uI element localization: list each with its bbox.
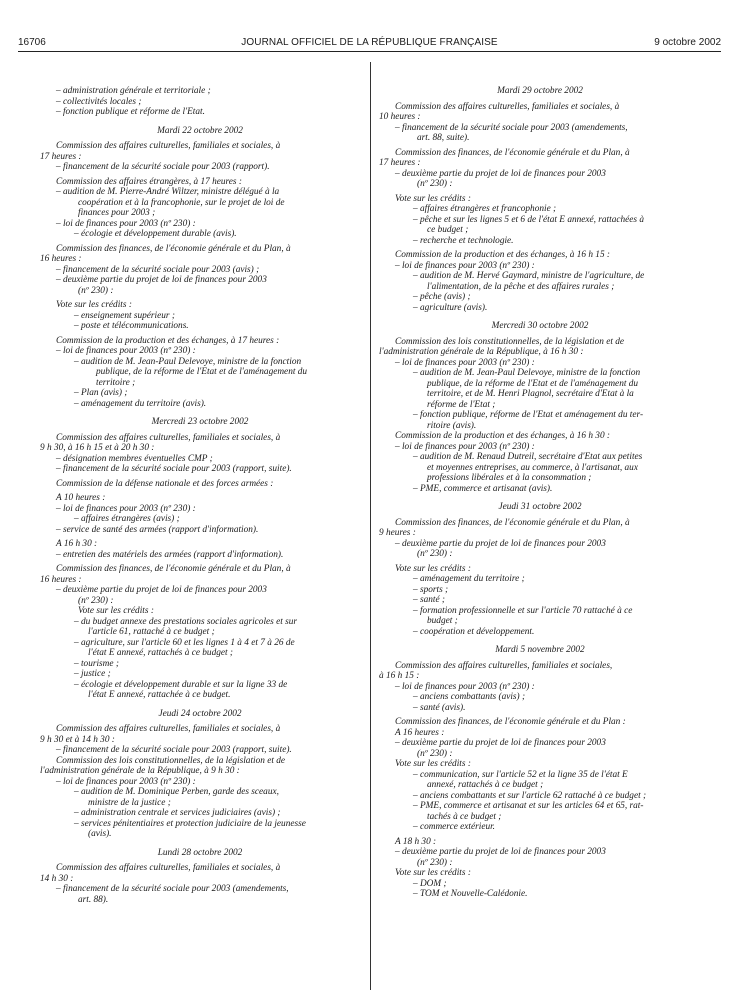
agenda-line: A 16 h 30 :: [56, 539, 98, 549]
agenda-line: Commission des finances, de l'économie générale et du Plan :: [395, 717, 626, 727]
agenda-line: Commission de la défense nationale et des forces armées :: [56, 478, 274, 489]
agenda-line: – loi de finances pour 2003 (nº 230) :: [56, 218, 196, 229]
agenda-line: – affaires étrangères et francophonie ;: [413, 204, 557, 214]
agenda-line: – audition de M. Renaud Dutreil, secrétaire d'Etat aux petites: [413, 452, 643, 462]
agenda-line: – entretien des matériels des armées (rapport d'information).: [56, 549, 284, 560]
agenda-line: 9 heures :: [379, 528, 416, 538]
session-date-heading: Jeudi 31 octobre 2002: [498, 502, 582, 512]
agenda-line: coopération et à la francophonie, sur le projet de loi de: [78, 197, 285, 208]
agenda-line: – PME, commerce et artisanat (avis).: [413, 483, 553, 494]
agenda-line: Commission des affaires étrangères, à 17 heures :: [56, 176, 242, 187]
agenda-line: Vote sur les crédits :: [78, 606, 154, 616]
agenda-line: Vote sur les crédits :: [395, 193, 471, 204]
agenda-line: professions libérales et à la consommation ;: [427, 473, 592, 483]
agenda-line: (nº 230) :: [417, 179, 453, 189]
agenda-line: – financement de la sécurité sociale pour 2003 (avis) ;: [56, 264, 260, 275]
agenda-line: Commission des lois constitutionnelles, de la législation et de: [56, 755, 286, 766]
session-date-heading: Lundi 28 octobre 2002: [157, 847, 243, 858]
agenda-line: – loi de finances pour 2003 (nº 230) :: [56, 503, 196, 514]
agenda-line: l'alimentation, de la pêche et des affaires rurales ;: [427, 281, 615, 292]
agenda-line: – audition de M. Jean-Paul Delevoye, ministre de la fonction: [74, 356, 302, 367]
agenda-line: – deuxième partie du projet de loi de finances pour 2003: [395, 847, 606, 857]
agenda-line: réforme de l'Etat ;: [427, 399, 496, 410]
agenda-line: – sports ;: [413, 584, 449, 595]
agenda-line: – agriculture, sur l'article 60 et les lignes 1 à 4 et 7 à 26 de: [74, 637, 295, 648]
page-number: 16706: [18, 37, 46, 48]
agenda-line: Vote sur les crédits :: [395, 759, 471, 769]
agenda-line: – du budget annexe des prestations sociales agricoles et sur: [74, 616, 298, 627]
agenda-line: – deuxième partie du projet de loi de finances pour 2003: [56, 585, 267, 595]
agenda-line: – deuxième partie du projet de loi de finances pour 2003: [395, 168, 606, 179]
agenda-line: – coopération et développement.: [413, 626, 535, 637]
agenda-line: Commission des finances, de l'économie générale et du Plan, à: [395, 517, 630, 528]
agenda-line: – collectivités locales ;: [56, 96, 142, 107]
agenda-line: tachés à ce budget ;: [427, 811, 502, 822]
agenda-line: – loi de finances pour 2003 (nº 230) :: [395, 681, 535, 692]
agenda-line: – audition de M. Dominique Perben, garde des sceaux,: [74, 787, 279, 797]
agenda-line: finances pour 2003 ;: [78, 208, 156, 218]
agenda-line: – loi de finances pour 2003 (nº 230) :: [56, 346, 196, 356]
agenda-line: – agriculture (avis).: [413, 302, 488, 313]
agenda-line: – deuxième partie du projet de loi de finances pour 2003: [395, 538, 606, 549]
agenda-line: publique, de la réforme de l'Etat et de l'aménagement du: [96, 367, 308, 377]
agenda-line: – PME, commerce et artisanat et sur les articles 64 et 65, rat-: [413, 801, 644, 811]
agenda-line: l'administration générale de la République, à 9 h 30 :: [40, 766, 240, 776]
agenda-line: – aménagement du territoire ;: [413, 574, 525, 584]
agenda-line: – loi de finances pour 2003 (nº 230) :: [395, 357, 535, 368]
agenda-line: – formation professionnelle et sur l'article 70 rattaché à ce: [413, 605, 633, 616]
agenda-line: territoire ;: [96, 377, 136, 388]
agenda-line: – TOM et Nouvelle-Calédonie.: [413, 889, 528, 899]
agenda-line: ritoire (avis).: [427, 420, 477, 431]
agenda-line: (nº 230) :: [417, 748, 453, 759]
agenda-line: annexé, rattachés à ce budget ;: [427, 780, 544, 790]
agenda-line: 10 heures :: [379, 112, 421, 122]
agenda-line: – loi de finances pour 2003 (nº 230) :: [395, 260, 535, 271]
agenda-line: (nº 230) :: [417, 549, 453, 559]
agenda-line: – tourisme ;: [74, 658, 119, 669]
agenda-line: – écologie et développement durable et sur la ligne 33 de: [74, 679, 288, 690]
agenda-line: – fonction publique et réforme de l'Etat.: [56, 107, 205, 117]
agenda-line: budget ;: [427, 616, 458, 626]
agenda-line: l'état E annexé, rattachés à ce budget ;: [88, 648, 234, 658]
agenda-line: – commerce extérieur.: [413, 822, 496, 832]
agenda-line: Commission des affaires culturelles, familiales et sociales, à: [56, 432, 281, 443]
agenda-line: – santé (avis).: [413, 702, 466, 713]
agenda-line: – deuxième partie du projet de loi de finances pour 2003: [56, 275, 267, 285]
agenda-line: A 10 heures :: [56, 493, 106, 503]
right-column: [379, 86, 701, 900]
agenda-line: – audition de M. Jean-Paul Delevoye, ministre de la fonction: [413, 368, 641, 378]
agenda-line: à 16 h 15 :: [379, 671, 420, 681]
agenda-line: ce budget ;: [427, 225, 469, 235]
agenda-line: 17 heures :: [40, 151, 82, 162]
agenda-line: 16 heures :: [40, 254, 82, 264]
agenda-line: l'administration générale de la République, à 16 h 30 :: [379, 347, 584, 357]
agenda-line: Vote sur les crédits :: [56, 300, 132, 310]
agenda-line: – financement de la sécurité sociale pour 2003 (amendements,: [56, 884, 289, 894]
agenda-line: – financement de la sécurité sociale pour 2003 (rapport, suite).: [56, 745, 292, 755]
agenda-line: Commission des finances, de l'économie générale et du Plan, à: [395, 147, 630, 158]
agenda-line: – financement de la sécurité sociale pour 2003 (rapport).: [56, 162, 270, 172]
agenda-line: l'article 61, rattaché à ce budget ;: [88, 627, 215, 637]
agenda-line: Commission de la production et des échanges, à 17 heures :: [56, 335, 280, 346]
agenda-line: 14 h 30 :: [40, 873, 74, 884]
agenda-line: 9 h 30 et à 14 h 30 :: [40, 734, 115, 745]
agenda-line: – affaires étrangères (avis) ;: [74, 514, 180, 524]
agenda-line: – communication, sur l'article 52 et la ligne 35 de l'état E: [413, 769, 628, 780]
agenda-line: A 16 heures :: [395, 727, 445, 738]
agenda-line: – loi de finances pour 2003 (nº 230) :: [395, 441, 535, 452]
agenda-line: – administration générale et territoriale ;: [56, 86, 211, 96]
agenda-line: Commission de la production et des échanges, à 16 h 30 :: [395, 431, 611, 441]
agenda-line: – deuxième partie du projet de loi de finances pour 2003: [395, 738, 606, 748]
agenda-line: – Plan (avis) ;: [74, 388, 128, 398]
agenda-line: 16 heures :: [40, 574, 82, 585]
agenda-line: – DOM ;: [413, 878, 447, 889]
agenda-line: Commission des lois constitutionnelles, de la législation et de: [395, 336, 625, 347]
agenda-line: Commission de la production et des échanges, à 16 h 15 :: [395, 250, 611, 260]
agenda-line: Commission des affaires culturelles, familiales et sociales,: [395, 660, 613, 671]
agenda-line: Vote sur les crédits :: [395, 868, 471, 878]
column-divider: [370, 62, 371, 990]
session-date-heading: Mardi 5 novembre 2002: [495, 645, 585, 655]
agenda-line: Commission des affaires culturelles, familiales et sociales, à: [56, 863, 281, 873]
agenda-line: – fonction publique, réforme de l'Etat et aménagement du ter-: [413, 410, 644, 420]
agenda-line: – audition de M. Pierre-André Wiltzer, ministre délégué à la: [56, 187, 280, 197]
agenda-line: – services pénitentiaires et protection judiciaire de la jeunesse: [74, 818, 306, 829]
agenda-line: (nº 230) :: [78, 285, 114, 296]
agenda-line: Commission des finances, de l'économie générale et du Plan, à: [56, 564, 291, 574]
session-date-heading: Mardi 29 octobre 2002: [497, 86, 583, 96]
agenda-line: – administration centrale et services judiciaires (avis) ;: [74, 808, 281, 818]
agenda-line: 17 heures :: [379, 158, 421, 168]
agenda-line: Vote sur les crédits :: [395, 563, 471, 574]
agenda-line: publique, de la réforme de l'Etat et de l'aménagement du: [427, 378, 639, 389]
agenda-line: – enseignement supérieur ;: [74, 310, 175, 321]
agenda-line: (nº 230) :: [417, 857, 453, 868]
agenda-line: – pêche (avis) ;: [413, 292, 471, 302]
page-header: [18, 37, 721, 51]
agenda-line: – écologie et développement durable (avis).: [74, 229, 237, 239]
agenda-line: Commission des finances, de l'économie générale et du Plan, à: [56, 243, 291, 254]
agenda-line: 9 h 30, à 16 h 15 et à 20 h 30 :: [40, 443, 155, 453]
agenda-line: – audition de M. Hervé Gaymard, ministre de l'agriculture, de: [413, 271, 645, 281]
agenda-line: – loi de finances pour 2003 (nº 230) :: [56, 776, 196, 787]
left-column: [40, 86, 360, 905]
agenda-line: et moyennes entreprises, au commerce, à l'artisanat, aux: [427, 462, 638, 473]
agenda-line: – anciens combattants (avis) ;: [413, 692, 526, 702]
agenda-line: territoire, et de M. Henri Plagnol, secrétaire d'Etat à la: [427, 389, 634, 399]
agenda-line: – service de santé des armées (rapport d'information).: [56, 524, 259, 535]
session-date-heading: Mercredi 23 octobre 2002: [151, 417, 249, 427]
agenda-line: Commission des affaires culturelles, familiales et sociales, à: [56, 141, 281, 151]
session-date-heading: Mardi 22 octobre 2002: [157, 125, 243, 136]
agenda-line: – justice ;: [74, 669, 111, 679]
agenda-line: – désignation membres éventuelles CMP ;: [56, 453, 213, 464]
agenda-line: – anciens combattants et sur l'article 62 rattaché à ce budget ;: [413, 790, 647, 801]
agenda-line: – recherche et technologie.: [413, 235, 514, 246]
agenda-line: – pêche et sur les lignes 5 et 6 de l'état E annexé, rattachées à: [413, 214, 644, 225]
agenda-line: – financement de la sécurité sociale pour 2003 (amendements,: [395, 122, 628, 133]
agenda-line: ministre de la justice ;: [88, 797, 171, 808]
agenda-line: – santé ;: [413, 595, 446, 605]
agenda-line: art. 88, suite).: [417, 133, 470, 143]
agenda-line: (nº 230) :: [78, 595, 114, 606]
agenda-line: l'état E annexé, rattachée à ce budget.: [88, 690, 231, 700]
agenda-line: Commission des affaires culturelles, familiales et sociales, à: [56, 724, 281, 734]
issue-date: 9 octobre 2002: [654, 37, 721, 48]
agenda-line: (avis).: [88, 829, 112, 839]
agenda-line: – financement de la sécurité sociale pour 2003 (rapport, suite).: [56, 464, 292, 474]
header-rule: [18, 51, 721, 52]
session-date-heading: Jeudi 24 octobre 2002: [158, 708, 242, 719]
session-date-heading: Mercredi 30 octobre 2002: [491, 321, 589, 331]
agenda-line: Commission des affaires culturelles, familiales et sociales, à: [395, 101, 620, 112]
agenda-line: – poste et télécommunications.: [74, 321, 189, 331]
journal-title: JOURNAL OFFICIEL DE LA RÉPUBLIQUE FRANÇAISE: [241, 37, 498, 48]
agenda-line: A 18 h 30 :: [395, 836, 437, 847]
agenda-line: art. 88).: [78, 894, 109, 905]
agenda-line: – aménagement du territoire (avis).: [74, 398, 207, 409]
